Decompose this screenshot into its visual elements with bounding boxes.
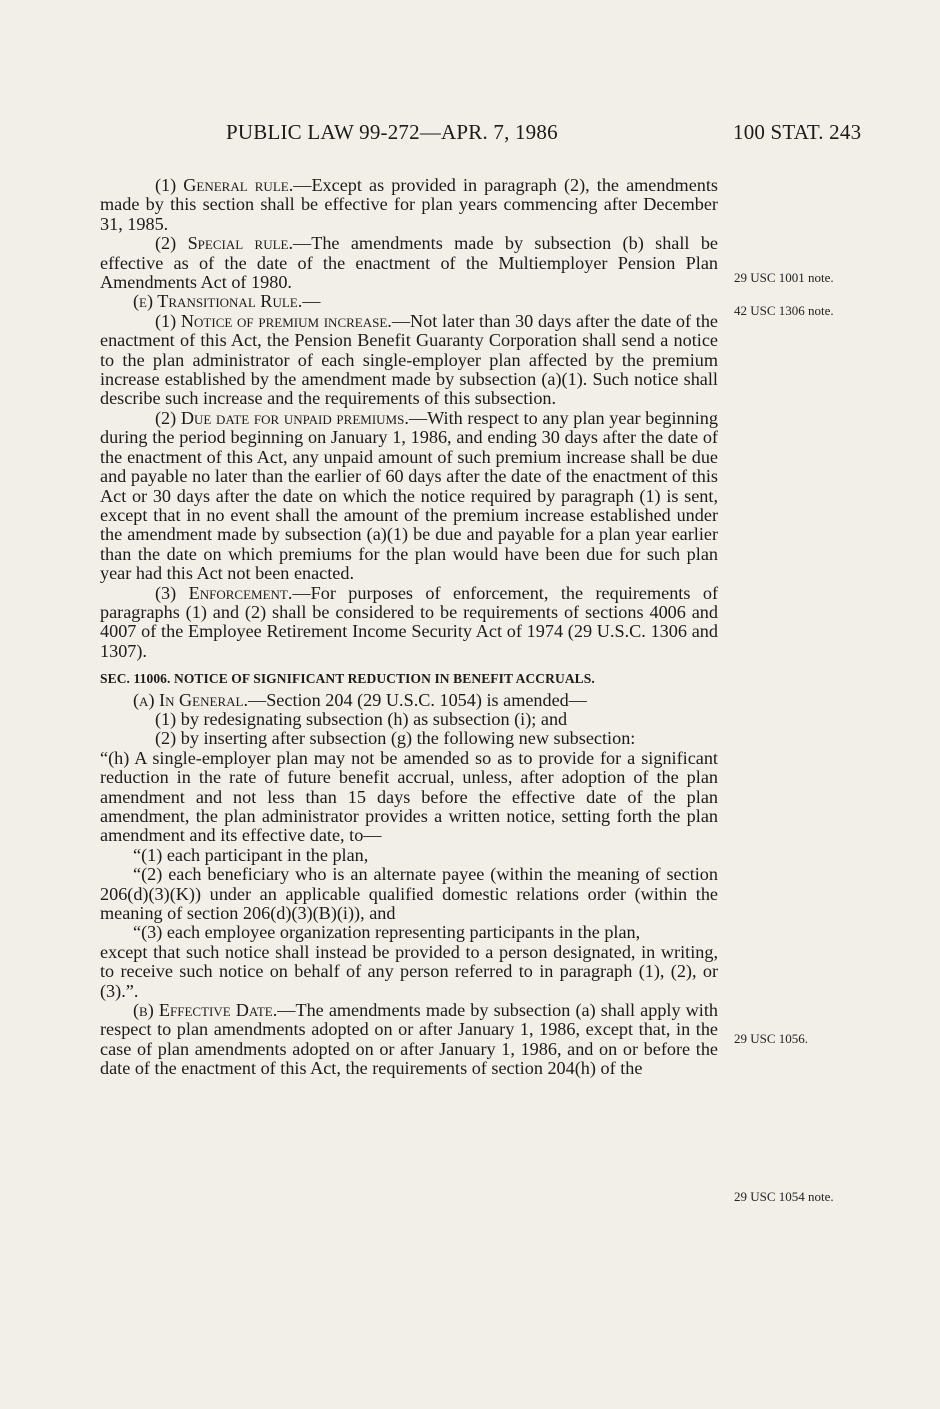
subsection-in-general <box>100 691 718 710</box>
paragraph-notice-of-premium-increase <box>100 312 718 409</box>
clause-redesignating: (1) by redesignating subsection (h) as subsection (i); and <box>155 708 568 729</box>
paragraph-due-date-unpaid-premiums <box>100 409 718 584</box>
body-text <box>100 176 718 1079</box>
clause-inserting: (2) by inserting after subsection (g) the following new subsection: <box>155 728 636 749</box>
margin-note-42-usc-1306: 42 USC 1306 note. <box>734 303 834 318</box>
text-effective-date: —The amendments made by subsection (a) shall apply with respect to plan amendments adopted on or after January 1, 1986, except that, in the case of plan amendments adopted on or after January 1, 1986, and on or before the date of the enactment of this Act, the requirements of section 204(h) of the <box>100 1000 718 1079</box>
running-head: PUBLIC LAW 99-272—APR. 7, 1986 <box>226 120 558 144</box>
text-due-date-unpaid-premiums: —With respect to any plan year beginning during the period beginning on January 1, 1986, and ending 30 days after the date of the enactment of this Act, any unpaid amount of such premium increase shall be due and payable no later than the earlier of 60 days after the date of the enactment of this Act or 30 days after the date on which the notice required by paragraph (1) is sent, except that in no event shall the amount of the premium increase established under the amendment made by subsection (a)(1) be due and payable for a plan year earlier than the date on which premiums for the plan would have been due for such plan year had this Act not been enacted. <box>100 407 718 584</box>
text-general-rule: —Except as provided in paragraph (2), the amendments made by this section shall be effective for plan years commencing after December 31, 1985. <box>100 175 718 234</box>
margin-note-29-usc-1056: 29 USC 1056. <box>734 1031 809 1046</box>
quoted-subsection-h: “(h) A single-employer plan may not be amended so as to provide for a significant reduction in the rate of future benefit accrual, unless, after adoption of the plan amendment and not less than 15 days before the effective date of the plan amendment, the plan administrator provides a written notice, setting forth the plan amendment and its effective date, to— <box>100 747 718 846</box>
text-notice-of-premium-increase: —Not later than 30 days after the date of the enactment of this Act, the Pension Benefit Guaranty Corporation shall send a notice to the plan administrator of each single-employer plan affected by the premium increase established by the amendment made by subsection (a)(1). Such notice shall describe such increase and the requirements of this subsection. <box>100 310 719 409</box>
section-heading-11006: SEC. 11006. NOTICE OF SIGNIFICANT REDUCTION IN BENEFIT ACCRUALS. <box>100 671 595 687</box>
lead-effective-date: (b) Effective Date. <box>133 1000 278 1021</box>
text-enforcement: —For purposes of enforcement, the requirements of paragraphs (1) and (2) shall be considered to be requirements of sections 4006 and 4007 of the Employee Retirement Income Security Act of 1974 (29 U.S.C. 1306 and 1307). <box>100 582 718 661</box>
lead-transitional-rule: (e) Transitional Rule. <box>133 291 303 312</box>
paragraph-enforcement <box>100 584 718 662</box>
quoted-except-clause: except that such notice shall instead be provided to a person designated, in writing, to receive such notice on behalf of any person referred to in paragraph (1), (2), or (3).”. <box>100 941 718 1001</box>
text-special-rule: —The amendments made by subsection (b) shall be effective as of the date of the enactment of the Multiemployer Pension Plan Amendments Act of 1980. <box>100 233 718 293</box>
stat-page-number: 100 STAT. 243 <box>733 120 862 144</box>
quoted-item-1: “(1) each participant in the plan, <box>133 844 369 865</box>
text-transitional-rule: — <box>302 291 321 312</box>
lead-enforcement: (3) Enforcement. <box>155 582 293 603</box>
page-header <box>0 120 940 160</box>
subsection-effective-date <box>100 1001 718 1079</box>
margin-note-29-usc-1054: 29 USC 1054 note. <box>734 1189 834 1204</box>
lead-due-date-unpaid-premiums: (2) Due date for unpaid premiums. <box>155 407 409 428</box>
text-in-general: —Section 204 (29 U.S.C. 1054) is amended— <box>248 689 587 710</box>
quoted-item-3: “(3) each employee organization representing participants in the plan, <box>133 922 641 943</box>
quoted-item-2: “(2) each beneficiary who is an alternate payee (within the meaning of section 206(d)(3)(K)) under an applicable qualified domestic relations order (within the meaning of section 206(d)(3)(B)(i)), and <box>100 864 718 924</box>
subsection-transitional-rule <box>100 292 718 311</box>
lead-general-rule: (1) General rule. <box>155 175 294 195</box>
lead-in-general: (a) In General. <box>133 689 248 710</box>
paragraph-general-rule <box>100 176 718 234</box>
paragraph-special-rule <box>100 234 718 292</box>
lead-special-rule: (2) Special rule. <box>155 233 294 254</box>
lead-notice-of-premium-increase: (1) Notice of premium increase. <box>155 310 392 331</box>
margin-note-29-usc-1001: 29 USC 1001 note. <box>734 270 834 285</box>
